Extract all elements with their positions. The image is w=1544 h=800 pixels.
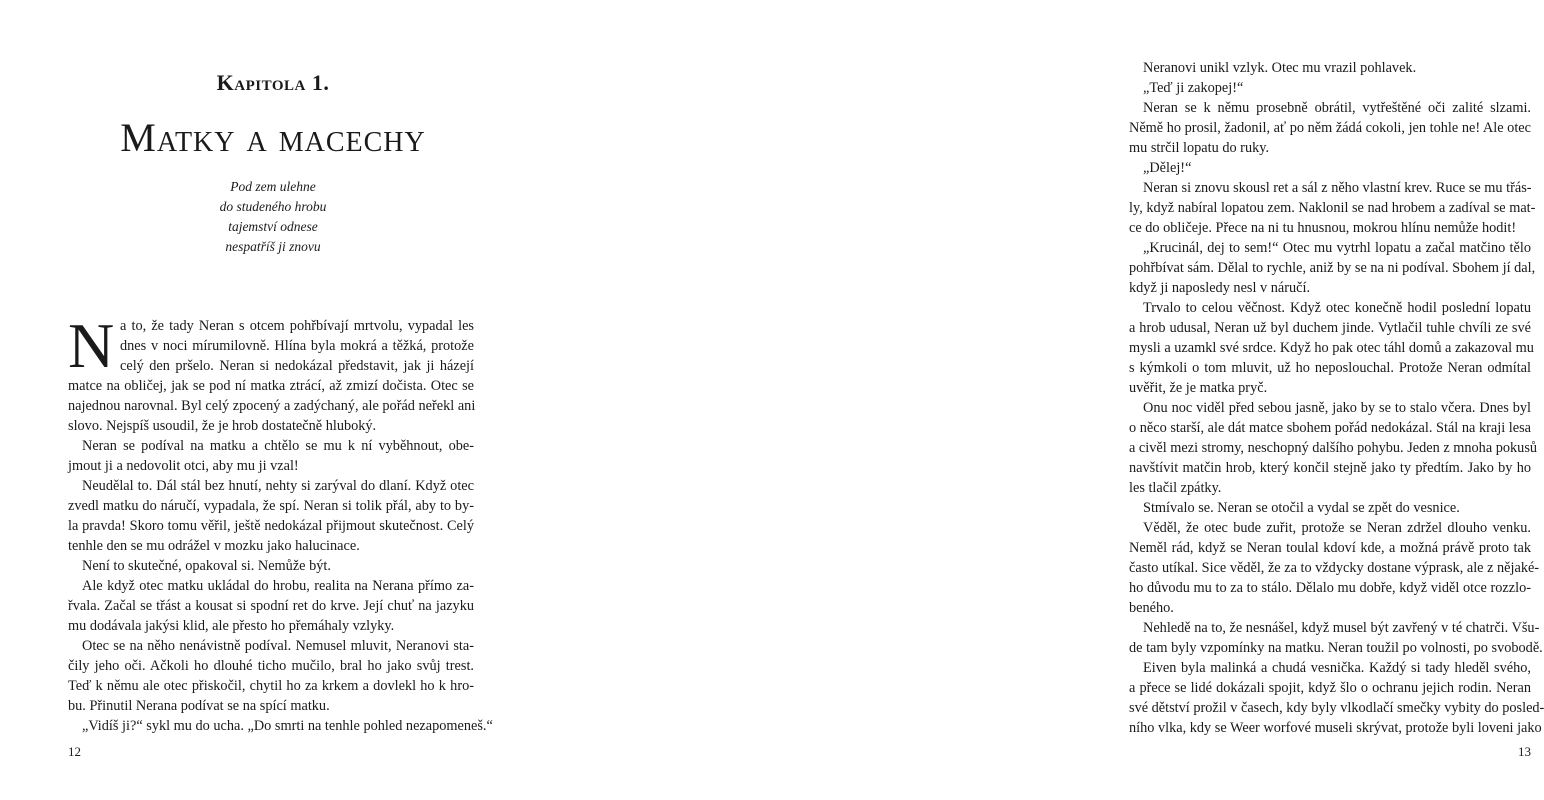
text-line: celý den pršelo. Neran si nedokázal představit, jak ji házejí bbox=[120, 358, 474, 374]
text-line: čily jeho oči. Ačkoli ho dlouhé ticho mučilo, bral ho jako svůj trest. bbox=[68, 658, 474, 674]
text-line: Neran si znovu skousl ret a sál z něho vlastní krev. Ruce se mu třás- bbox=[1143, 180, 1532, 196]
epigraph-line: do studeného hrobu bbox=[219, 199, 327, 214]
text-line: často utíkal. Sice věděl, že za to vždycky dostane výprask, ale z nějaké- bbox=[1129, 560, 1540, 576]
text-line: beného. bbox=[1129, 600, 1174, 616]
text-line: mu strčil lopatu do ruky. bbox=[1129, 140, 1270, 156]
page-number-left: 12 bbox=[68, 744, 81, 759]
text-line: řvala. Začal se třást a kousat si spodní ret do krve. Její chuť na jazyku bbox=[68, 598, 474, 614]
text-line: matce na obličej, jak se pod ní matka ztrácí, až zmizí dočista. Otec se bbox=[68, 378, 474, 394]
text-line: „Vidíš ji?“ sykl mu do ucha. „Do smrti na tenhle pohled nezapomeneš.“ bbox=[82, 718, 493, 734]
right-page bbox=[533, 0, 1544, 800]
text-line: a přece se lidé dokázali spojit, když šlo o ochranu jejich rodin. Neran bbox=[1129, 680, 1531, 696]
text-line: les tlačil zpátky. bbox=[1129, 480, 1222, 496]
text-line: Věděl, že otec bude zuřit, protože se Neran zdržel dlouho venku. bbox=[1143, 520, 1531, 536]
right-body-text bbox=[1129, 58, 1544, 738]
text-line: „Krucinál, dej to sem!“ Otec mu vytrhl lopatu a začal matčino tělo bbox=[1143, 240, 1531, 256]
text-line: tenhle den se mu odrážel v mozku jako halucinace. bbox=[68, 538, 360, 554]
text-line: Teď k němu ale otec přiskočil, chytil ho za krkem a dovlekl ho k hro- bbox=[68, 678, 474, 694]
text-line: Neudělal to. Dál stál bez hnutí, nehty si zarýval do dlaní. Když otec bbox=[82, 478, 474, 494]
text-line: najednou narovnal. Byl celý zpocený a zadýchaný, ale pořád neřekl ani bbox=[68, 398, 476, 414]
text-line: de tam byly vzpomínky na matku. Neran toužil po volnosti, po svobodě. bbox=[1129, 640, 1543, 656]
text-line: navštívit matčin hrob, který končil stejně jako ty předtím. Jako by ho bbox=[1129, 460, 1531, 476]
left-body-text bbox=[68, 310, 493, 736]
left-page bbox=[0, 0, 533, 800]
epigraph-line: nespatříš ji znovu bbox=[225, 239, 321, 254]
text-line: „Dělej!“ bbox=[1143, 160, 1192, 176]
epigraph bbox=[68, 177, 478, 257]
text-line: uvěřit, že je matka pryč. bbox=[1129, 380, 1268, 396]
text-line: s kýmkoli o tom mluvit, už ho neposlouchal. Protože Neran odmítal bbox=[1129, 360, 1531, 376]
text-line: Trvalo to celou věčnost. Když otec konečně hodil poslední lopatu bbox=[1143, 300, 1531, 316]
text-line: ho důvodu mu to za to stálo. Dělalo mu dobře, když viděl otce rozzlo- bbox=[1129, 580, 1531, 596]
text-line: dnes v noci mírumilovně. Hlína byla mokrá a těžká, protože bbox=[120, 338, 474, 354]
text-line: Onu noc viděl před sebou jasně, jako by se to stalo včera. Dnes byl bbox=[1143, 400, 1531, 416]
text-line: o něco starší, ale dát matce sbohem pořád nedokázal. Stál na kraji lesa bbox=[1129, 420, 1531, 436]
text-line: Stmívalo se. Neran se otočil a vydal se zpět do vesnice. bbox=[1143, 500, 1460, 516]
text-line: a to, že tady Neran s otcem pohřbívají mrtvolu, vypadal les bbox=[120, 318, 474, 334]
chapter-title: Matky a macechy bbox=[120, 115, 426, 160]
text-line: mysli a uzamkl své srdce. Když ho pak otec táhl domů a zakazoval mu bbox=[1129, 340, 1534, 356]
text-line: Neranovi unikl vzlyk. Otec mu vrazil pohlavek. bbox=[1143, 60, 1417, 76]
text-line: ce do obličeje. Přece na ni tu hnusnou, mokrou hlínu nemůže hodit! bbox=[1129, 220, 1517, 236]
text-line: své dětství prožil v časech, kdy byly vlkodlačí smečky vybity do posled- bbox=[1129, 700, 1544, 716]
text-line: pohřbívat sám. Dělal to rychle, aniž by se na ni podíval. Sbohem jí dal, bbox=[1129, 260, 1536, 276]
page-number-right: 13 bbox=[1518, 744, 1531, 759]
text-line: ního vlka, kdy se Weer worfové museli skrývat, protože byli loveni jako bbox=[1129, 720, 1542, 736]
chapter-label: Kapitola 1. bbox=[216, 70, 330, 95]
text-line: a civěl mezi stromy, neschopný dalšího pohybu. Jeden z mnoha pokusů bbox=[1129, 440, 1538, 456]
text-line: ly, když nabíral lopatou zem. Naklonil se nad hrobem a zadíval se mat- bbox=[1129, 200, 1536, 216]
text-line: la pravda! Skoro tomu věřil, ještě nedokázal přijmout skutečnost. Celý bbox=[68, 518, 474, 534]
text-line: Otec se na něho nenávistně podíval. Nemusel mluvit, Neranovi sta- bbox=[82, 638, 474, 654]
text-line: Neran se k němu prosebně obrátil, vytřeštěné oči zalité slzami. bbox=[1143, 100, 1531, 116]
text-line: Neran se podíval na matku a chtělo se mu k ní vyběhnout, obe- bbox=[82, 438, 474, 454]
text-line: Eiven byla malinká a chudá vesnička. Každý si tady hleděl svého, bbox=[1143, 660, 1531, 676]
text-line: slovo. Nejspíš usoudil, že je hrob dostatečně hluboký. bbox=[68, 418, 377, 434]
text-line: když ji naposledy nesl v náručí. bbox=[1129, 280, 1311, 296]
text-line: bu. Přinutil Nerana podívat se na spící matku. bbox=[68, 698, 330, 714]
text-line: Není to skutečné, opakoval si. Nemůže být. bbox=[82, 558, 331, 574]
text-line: „Teď ji zakopej!“ bbox=[1143, 80, 1244, 96]
text-line: Neměl rád, když se Neran toulal kdoví kde, a možná právě proto tak bbox=[1129, 540, 1531, 556]
text-line: a hrob udusal, Neran už byl duchem jinde. Vytlačil tuhle chvíli ze své bbox=[1129, 320, 1531, 336]
text-line: Nehledě na to, že nesnášel, když musel být zavřený v té chatrči. Všu- bbox=[1143, 620, 1540, 636]
text-line: mu dodávala jakýsi klid, ale přesto ho přemáhaly vzlyky. bbox=[68, 618, 395, 634]
text-line: zvedl matku do náručí, vypadala, že spí. Neran si tolik přál, aby to by- bbox=[68, 498, 474, 514]
epigraph-line: Pod zem ulehne bbox=[230, 179, 316, 194]
text-line: Němě ho prosil, žadonil, ať po něm žádá cokoli, jen tohle ne! Ale otec bbox=[1129, 120, 1531, 136]
text-line: Ale když otec matku ukládal do hrobu, realita na Nerana přímo za- bbox=[82, 578, 474, 594]
text-line: jmout ji a nedovolit otci, aby mu ji vzal! bbox=[68, 458, 299, 474]
drop-cap: N bbox=[68, 310, 115, 381]
epigraph-line: tajemství odnese bbox=[228, 219, 318, 234]
